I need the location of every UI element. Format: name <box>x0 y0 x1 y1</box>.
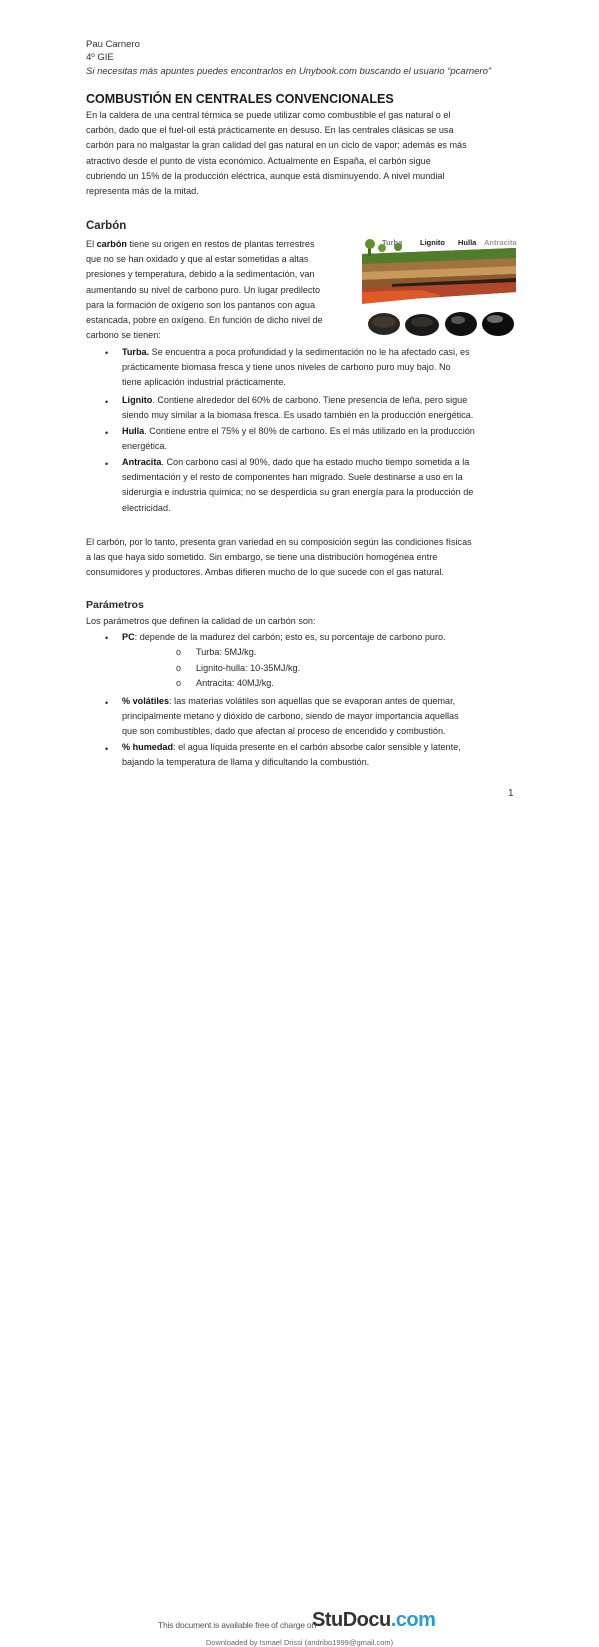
intro-paragraph <box>86 108 514 199</box>
list-line: energética. <box>122 441 167 452</box>
paragraph-line: para la formación de oxígeno son los pantanos con agua <box>86 299 316 310</box>
bullet-icon: • <box>105 698 109 708</box>
studocu-logo[interactable] <box>312 1609 435 1632</box>
header-note: Si necesitas más apuntes puedes encontrarlos en Unybook.com buscando el usuario “pcarnero” <box>86 66 492 77</box>
type-text: . Con carbono casi al 90%, dado que ha estado mucho tiempo sometida a la <box>161 457 470 467</box>
type-name: Antracita <box>122 457 162 467</box>
paragraph-line: carbono se tienen: <box>86 330 161 341</box>
intro-prefix: El <box>86 239 97 249</box>
bullet-icon: • <box>105 633 109 643</box>
list-line: prácticamente biomasa fresca y tiene unos niveles de carbono puro muy bajo. No <box>122 362 451 373</box>
list-item-lignito <box>122 393 514 423</box>
carbon-closing-paragraph <box>86 535 514 581</box>
list-item-turba <box>122 345 514 391</box>
param-humedad <box>122 740 514 770</box>
pc-item-turba: Turba: 5MJ/kg. <box>196 647 257 657</box>
bullet-icon: • <box>105 459 109 469</box>
bullet-icon: • <box>105 348 109 358</box>
parametros-intro: Los parámetros que definen la calidad de un carbón son: <box>86 616 316 626</box>
list-line: sedimentación y el resto de componentes han migrado. Suele destinarse a uso en la <box>122 472 463 483</box>
list-line: bajando la temperatura de llama y dificultando la combustión. <box>122 757 370 768</box>
list-line: siderurgia e industria química; no se desperdicia su gran energía para la producción de <box>122 487 474 498</box>
list-line: tiene aplicación industrial prácticamente. <box>122 377 286 388</box>
pc-item-antracita: Antracita: 40MJ/kg. <box>196 678 274 688</box>
paragraph-line: El carbón, por lo tanto, presenta gran variedad en su composición según las condiciones físicas <box>86 537 472 547</box>
paragraph-line: estancada, pobre en oxígeno. En función de dicho nivel de <box>86 315 323 326</box>
paragraph-line: representa más de la mitad. <box>86 186 199 197</box>
param-name: % humedad <box>122 742 174 752</box>
sub-bullet-icon: o <box>176 647 182 657</box>
carbon-term: carbón <box>96 239 127 249</box>
list-line: siendo muy similar a la biomasa fresca. Es usado también en la producción energética. <box>122 410 474 421</box>
logo-domain: .com <box>390 1609 436 1631</box>
paragraph-line: presiones y temperatura, debido a la sedimentación, van <box>86 269 315 280</box>
paragraph-line: En la caldera de una central térmica se puede utilizar como combustible el gas natural o el <box>86 110 451 120</box>
param-pc <box>122 630 514 645</box>
paragraph-line <box>86 237 356 252</box>
param-text: : las materias volátiles son aquellas que se evaporan antes de quemar, <box>169 696 456 706</box>
list-line <box>122 740 514 755</box>
list-item-hulla <box>122 424 514 454</box>
paragraph-line: atractivo desde el punto de vista económico. Actualmente en España, el carbón sigue <box>86 155 431 166</box>
paragraph-line: carbón, dado que el fuel-oil está prácticamente en desuso. En las centrales clásicas se usa <box>86 125 454 136</box>
intro-line: tiene su origen en restos de plantas terrestres <box>126 239 315 249</box>
paragraph-line: carbón para no malgastar la gran calidad del gas natural en un ciclo de vapor; además es más <box>86 140 467 151</box>
type-name: Lignito <box>122 395 153 405</box>
type-text: Se encuentra a poca profundidad y la sedimentación no le ha afectado casi, es <box>149 347 470 357</box>
header-author: Pau Carnero <box>86 39 140 50</box>
figure-label-turba: Turba <box>382 238 403 247</box>
pc-item-lignito-hulla: Lignito-hulla: 10-35MJ/kg. <box>196 663 301 673</box>
list-line: electricidad. <box>122 502 171 513</box>
carbon-heading: Carbón <box>86 220 127 232</box>
list-line <box>122 694 514 709</box>
sub-bullet-icon: o <box>176 678 182 688</box>
parametros-heading: Parámetros <box>86 599 144 611</box>
bullet-icon: • <box>105 397 109 407</box>
list-line <box>122 345 514 360</box>
list-item-antracita <box>122 455 514 516</box>
list-line <box>122 424 514 439</box>
param-text: : el agua líquida presente en el carbón absorbe calor sensible y latente, <box>173 742 461 752</box>
type-name: Hulla <box>122 426 145 436</box>
footer-banner <box>0 806 599 1647</box>
sub-bullet-icon: o <box>176 663 182 673</box>
type-name: Turba. <box>122 347 150 357</box>
figure-label-hulla: Hulla <box>458 238 477 247</box>
bullet-icon: • <box>105 744 109 754</box>
figure-label-lignito: Lignito <box>420 238 445 247</box>
coal-strata-illustration <box>362 232 516 344</box>
type-text: . Contiene alrededor del 60% de carbono. Tiene presencia de leña, pero sigue <box>152 395 468 405</box>
coal-formation-figure <box>362 232 516 344</box>
download-note: Downloaded by Ismael Drissi (andribo1999@gmail.com) <box>205 1638 394 1647</box>
param-name: % volátiles <box>122 696 170 706</box>
figure-label-antracita: Antracita <box>484 238 517 247</box>
header-course: 4º GIE <box>86 52 114 63</box>
list-line: que son combustibles, dado que afectan al proceso de encendido y combustión. <box>122 726 446 737</box>
paragraph-line: que no se han oxidado y que al estar sometidas a altas <box>86 254 309 265</box>
type-text: . Contiene entre el 75% y el 80% de carbono. Es el más utilizado en la producción <box>144 426 475 436</box>
param-volatiles <box>122 694 514 740</box>
footer-text: This document is available free of charge on <box>158 1620 316 1630</box>
param-name: PC <box>122 632 135 642</box>
paragraph-line: a las que haya sido sometido. Sin embargo, se tiene una distribución homogénea entre <box>86 552 438 563</box>
paragraph-line: cubriendo un 15% de la producción eléctrica, aunque está disminuyendo. A nivel mundial <box>86 170 445 181</box>
list-line <box>122 393 514 408</box>
param-text: : depende de la madurez del carbón; esto es, su porcentaje de carbono puro. <box>134 632 446 642</box>
bullet-icon: • <box>105 428 109 438</box>
list-line: principalmente metano y dióxido de carbono, siendo de mayor importancia aquellas <box>122 711 459 722</box>
list-line <box>122 455 514 470</box>
page-number: 1 <box>508 788 514 799</box>
paragraph-line: aumentando su nivel de carbono puro. Un lugar predilecto <box>86 284 321 295</box>
carbon-intro-paragraph <box>86 237 356 343</box>
list-line <box>122 630 514 645</box>
paragraph-line: consumidores y productores. Ambas difieren mucho de lo que sucede con el gas natural. <box>86 567 444 578</box>
section-title: COMBUSTIÓN EN CENTRALES CONVENCIONALES <box>86 92 394 106</box>
logo-name: StuDocu <box>312 1609 391 1631</box>
